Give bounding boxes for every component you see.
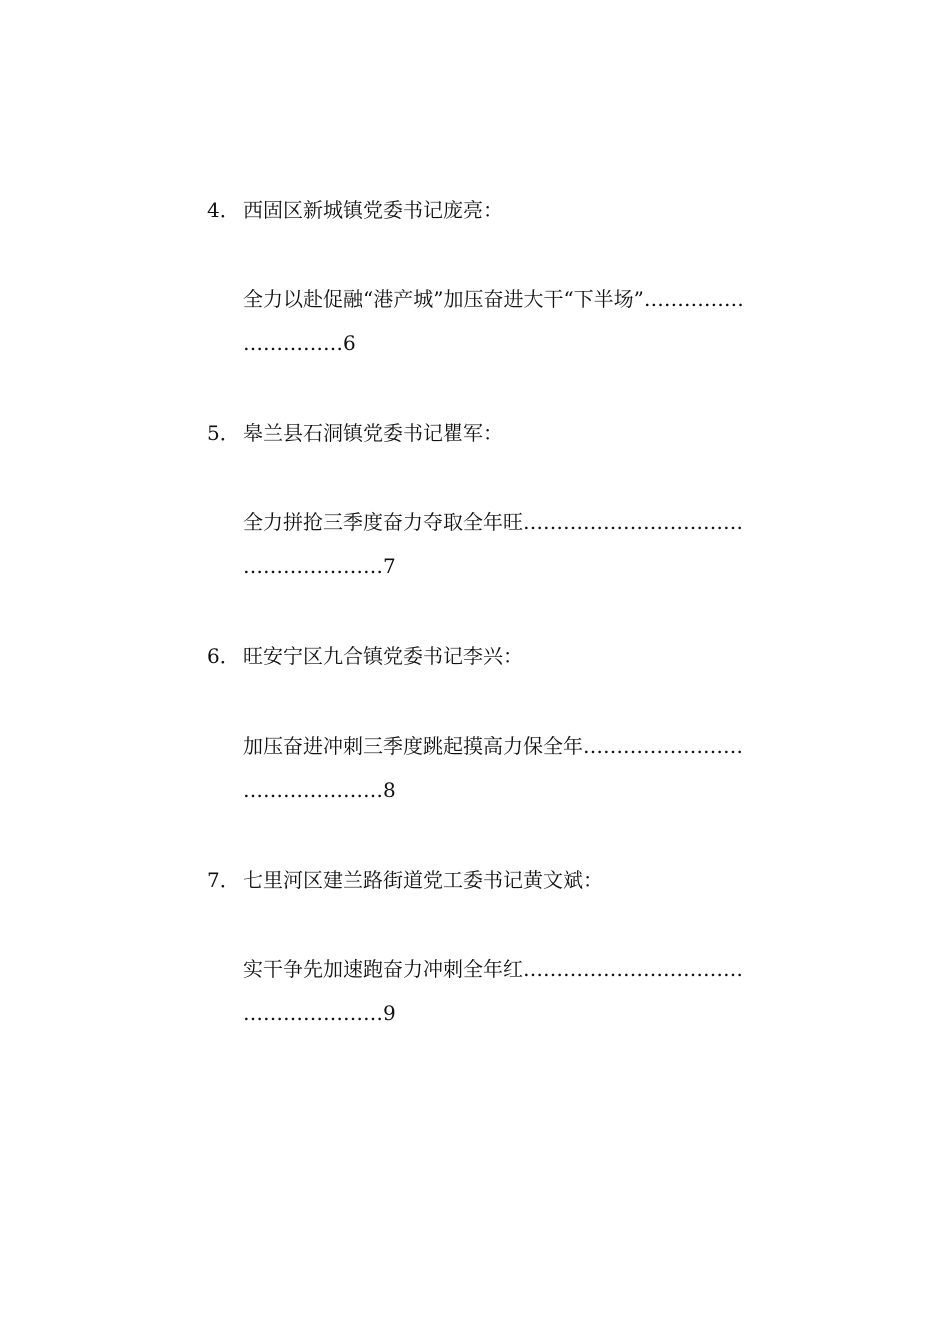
toc-entry-title: 全力拼抢三季度奋力夺取全年旺…………………………… bbox=[243, 510, 743, 534]
entry-number: 6． bbox=[207, 644, 240, 668]
entry-heading-text: 旺安宁区九合镇党委书记李兴： bbox=[243, 644, 523, 668]
toc-entry-heading bbox=[207, 419, 503, 447]
toc-entry-title: 加压奋进冲刺三季度跳起摸高力保全年…………………… bbox=[243, 734, 743, 758]
toc-entry-title: 全力以赴促融“港产城”加压奋进大干“下半场”…………… bbox=[243, 287, 744, 311]
entry-number: 5． bbox=[207, 421, 240, 445]
toc-entry-page: …………………7 bbox=[243, 554, 396, 578]
entry-heading-text: 皋兰县石洞镇党委书记瞿军： bbox=[243, 421, 503, 445]
toc-entry-title: 实干争先加速跑奋力冲刺全年红…………………………… bbox=[243, 957, 743, 981]
toc-entry-heading bbox=[207, 196, 503, 224]
entry-number: 4． bbox=[207, 198, 240, 222]
toc-entry-heading bbox=[207, 866, 603, 894]
toc-entry-page: ……………6 bbox=[243, 331, 356, 355]
toc-entry-heading bbox=[207, 642, 523, 670]
entry-heading-text: 七里河区建兰路街道党工委书记黄文斌： bbox=[243, 868, 603, 892]
entry-heading-text: 西固区新城镇党委书记庞亮： bbox=[243, 198, 503, 222]
entry-number: 7． bbox=[207, 868, 240, 892]
toc-entry-page: …………………8 bbox=[243, 778, 396, 802]
toc-entry-page: …………………9 bbox=[243, 1001, 396, 1025]
